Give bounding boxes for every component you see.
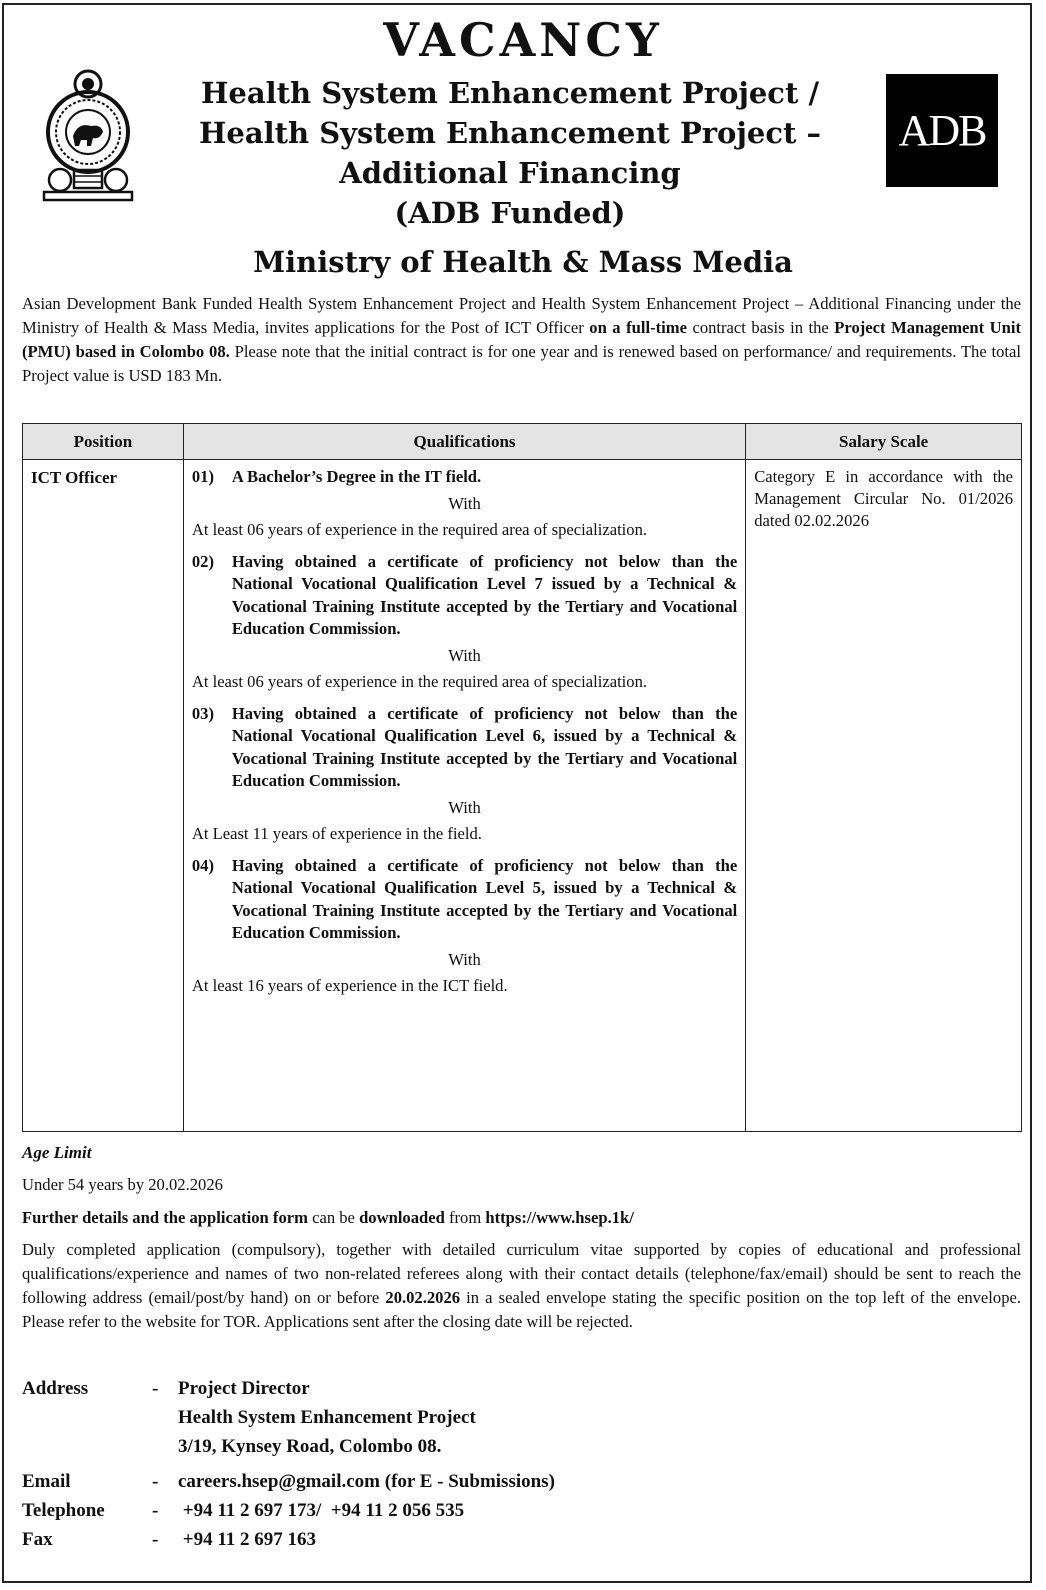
fax-row — [22, 1525, 555, 1554]
project-title-line: Health System Enhancement Project / — [200, 76, 820, 110]
fax-label: Fax — [22, 1529, 53, 1550]
qualification-experience: At least 06 years of experience in the required area of specialization. — [191, 671, 648, 691]
table-row — [23, 460, 1022, 1132]
email-value[interactable]: careers.hsep@gmail.com (for E - Submissions) — [178, 1471, 555, 1492]
salary-scale-cell: Category E in accordance with the Management Circular No. 01/2026 dated 02.02.2026 — [746, 460, 1022, 1132]
email-row — [22, 1467, 555, 1496]
page-title: VACANCY — [383, 13, 663, 67]
project-title-line: Additional Financing — [339, 156, 681, 190]
address-line: 3/19, Kynsey Road, Colombo 08. — [178, 1436, 442, 1457]
ministry-name: Ministry of Health & Mass Media — [253, 245, 793, 279]
project-title — [160, 73, 860, 233]
qualifications-cell — [183, 460, 745, 1132]
qualification-item — [192, 551, 737, 693]
qualification-text: Having obtained a certificate of proficiency not below than the National Vocational Qualification Level 5, issued by a Technical & Vocational Training Institute accepted by the Tertiary and Vocational Education Commission. — [231, 855, 738, 942]
deadline-date: 20.02.2026 — [385, 1288, 461, 1307]
qualification-with: With — [448, 949, 481, 969]
position-cell: ICT Officer — [23, 460, 184, 1132]
fax-value: +94 11 2 697 163 — [178, 1529, 317, 1550]
qualification-text: Having obtained a certificate of proficiency not below than the National Vocational Qualification Level 7 issued by a Technical & Vocational Training Institute accepted by the Tertiary and Vocational Education Commission. — [231, 551, 738, 638]
further-text: can be — [307, 1208, 360, 1227]
intro-bold-text: Project Management Unit (PMU) based in Colombo 08. — [22, 318, 1022, 361]
qualification-item — [192, 466, 737, 541]
address-row — [22, 1374, 555, 1461]
qualification-number: 03) — [191, 703, 214, 723]
separator: - — [152, 1378, 159, 1399]
sri-lanka-emblem-icon — [40, 66, 136, 202]
header-qualifications: Qualifications — [183, 424, 745, 460]
instructions-paragraph — [22, 1238, 1021, 1334]
telephone-value: +94 11 2 697 173/ +94 11 2 056 535 — [178, 1500, 465, 1521]
intro-text: contract basis in the — [686, 318, 835, 337]
adb-logo: ADB — [886, 74, 998, 187]
qualification-with: With — [448, 493, 481, 513]
qualification-with: With — [448, 645, 481, 665]
website-link[interactable]: https://www.hsep.1k/ — [485, 1208, 634, 1227]
separator: - — [152, 1500, 159, 1521]
qualification-number: 01) — [191, 467, 214, 486]
table-header-row — [23, 424, 1022, 460]
intro-bold-text: on a full-time — [589, 318, 687, 337]
intro-text: Please note that the initial contract is for one year and is renewed based on performance/ and requirements. The total Project value is USD 183 Mn. — [22, 342, 1021, 385]
qualification-experience: At Least 11 years of experience in the field. — [191, 823, 482, 843]
intro-text: Asian Development Bank Funded Health System Enhancement Project and Health System Enhancement Project – Additional Financing under the Ministry of Health & Mass Media, invites applications for the Post of ICT Officer — [22, 294, 1021, 337]
qualification-experience: At least 06 years of experience in the required area of specialization. — [191, 519, 648, 539]
qualification-item — [192, 855, 737, 997]
further-bold-text: downloaded — [359, 1208, 445, 1227]
further-bold-text: Further details and the application form — [22, 1208, 308, 1227]
qualification-with: With — [448, 797, 481, 817]
address-value — [178, 1374, 476, 1461]
further-text: from — [444, 1208, 486, 1227]
instructions-text: Duly completed application (compulsory), together with detailed curriculum vitae supported by copies of educational and professional qualifications/experience and names of two non-related referees along with their contact details (telephone/fax/email) should be sent to reach the following address (email/post/by hand) on or before — [22, 1240, 1021, 1307]
contact-block — [22, 1374, 555, 1554]
further-details — [22, 1206, 1021, 1230]
project-title-line: Health System Enhancement Project – — [199, 116, 821, 150]
telephone-label: Telephone — [22, 1500, 105, 1521]
instructions-text: in a sealed envelope stating the specific position on the top left of the envelope. Please refer to the website for TOR. Applications sent after the closing date will be rejected. — [22, 1288, 1022, 1331]
qualification-experience: At least 16 years of experience in the ICT field. — [191, 975, 508, 995]
email-label: Email — [22, 1471, 71, 1492]
address-line: Health System Enhancement Project — [178, 1407, 476, 1428]
address-label: Address — [22, 1378, 89, 1399]
address-line: Project Director — [178, 1378, 310, 1399]
qualification-text: Having obtained a certificate of proficiency not below than the National Vocational Qualification Level 6, issued by a Technical & Vocational Training Institute accepted by the Tertiary and Vocational Education Commission. — [231, 703, 738, 790]
separator: - — [152, 1471, 159, 1492]
separator: - — [152, 1529, 159, 1550]
qualification-number: 04) — [191, 855, 214, 875]
qualification-text: A Bachelor’s Degree in the IT field. — [231, 467, 482, 486]
vacancy-table — [22, 423, 1022, 1132]
header-position: Position — [23, 424, 184, 460]
age-limit-label: Age Limit — [22, 1143, 92, 1162]
age-limit-text: Under 54 years by 20.02.2026 — [22, 1175, 223, 1194]
intro-paragraph — [22, 292, 1021, 388]
qualification-number: 02) — [191, 551, 214, 571]
project-title-line: (ADB Funded) — [394, 196, 626, 230]
qualification-item — [192, 703, 737, 845]
header-salary-scale: Salary Scale — [746, 424, 1022, 460]
telephone-row — [22, 1496, 555, 1525]
